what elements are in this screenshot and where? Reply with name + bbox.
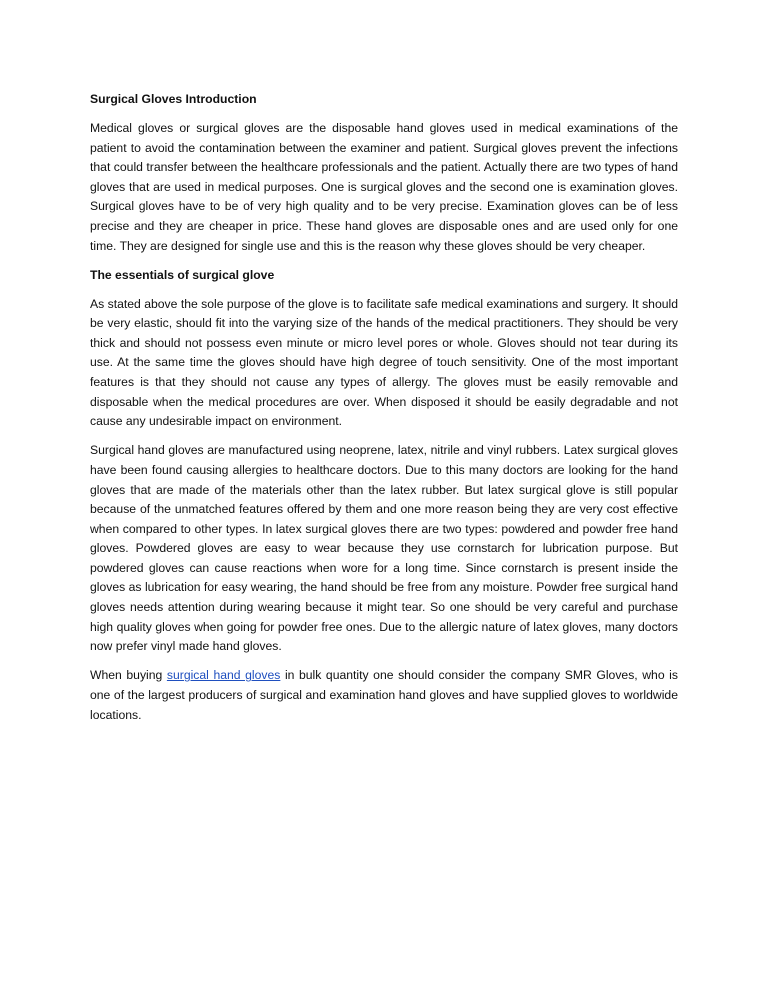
paragraph-buying bbox=[90, 666, 678, 725]
section-heading-introduction: Surgical Gloves Introduction bbox=[90, 92, 257, 106]
document-page bbox=[90, 90, 678, 735]
buying-text-after: in bulk quantity one should consider the company SMR Gloves, who is one of the largest producers of surgical and examination hand gloves and have supplied gloves to worldwide locations. bbox=[90, 668, 678, 722]
surgical-hand-gloves-link[interactable]: surgical hand gloves bbox=[166, 668, 281, 683]
paragraph-introduction: Medical gloves or surgical gloves are the disposable hand gloves used in medical examinations of the patient to avoid the contamination between the examiner and patient. Surgical gloves prevent the infections that could transfer between the healthcare professionals and the patient. Actually there are two types of hand gloves that are used in medical purposes. One is surgical gloves and the second one is examination gloves. Surgical gloves have to be of very high quality and to be very precise. Examination gloves can be of less precise and they are cheaper in price. These hand gloves are disposable ones and are used only for one time. They are designed for single use and this is the reason why these gloves should be very cheaper. bbox=[90, 121, 678, 253]
buying-text-before: When buying bbox=[90, 668, 167, 683]
paragraph-materials: Surgical hand gloves are manufactured using neoprene, latex, nitrile and vinyl rubbers. Latex surgical gloves have been found causing allergies to healthcare doctors. Due to this many doctors are looking for the hand gloves that are made of the materials other than the latex rubber. But latex surgical glove is still popular because of the unmatched features offered by them and one more reason being they are very cost effective when compared to other types. In latex surgical gloves there are two types: powdered and powder free hand gloves. Powdered gloves are easy to wear because they use cornstarch for lubrication purpose. But powdered gloves can cause reactions when wore for a long time. Since cornstarch is present inside the gloves as lubrication for easy wearing, the hand should be free from any moisture. Powder free surgical hand gloves needs attention during wearing because it might tear. So one should be very careful and purchase high quality gloves when going for powder free ones. Due to the allergic nature of latex gloves, many doctors now prefer vinyl made hand gloves. bbox=[90, 443, 678, 654]
paragraph-essentials-purpose: As stated above the sole purpose of the glove is to facilitate safe medical examinations and surgery. It should be very elastic, should fit into the varying size of the hands of the medical practitioners. They should be very thick and should not possess even minute or micro level pores or whole. Gloves should not tear during its use. At the same time the gloves should have high degree of touch sensitivity. One of the most important features is that they should not cause any types of allergy. The gloves must be easily removable and disposable when the medical procedures are over. When disposed it should be easily degradable and not cause any undesirable impact on environment. bbox=[90, 296, 678, 429]
section-heading-essentials: The essentials of surgical glove bbox=[90, 267, 275, 282]
